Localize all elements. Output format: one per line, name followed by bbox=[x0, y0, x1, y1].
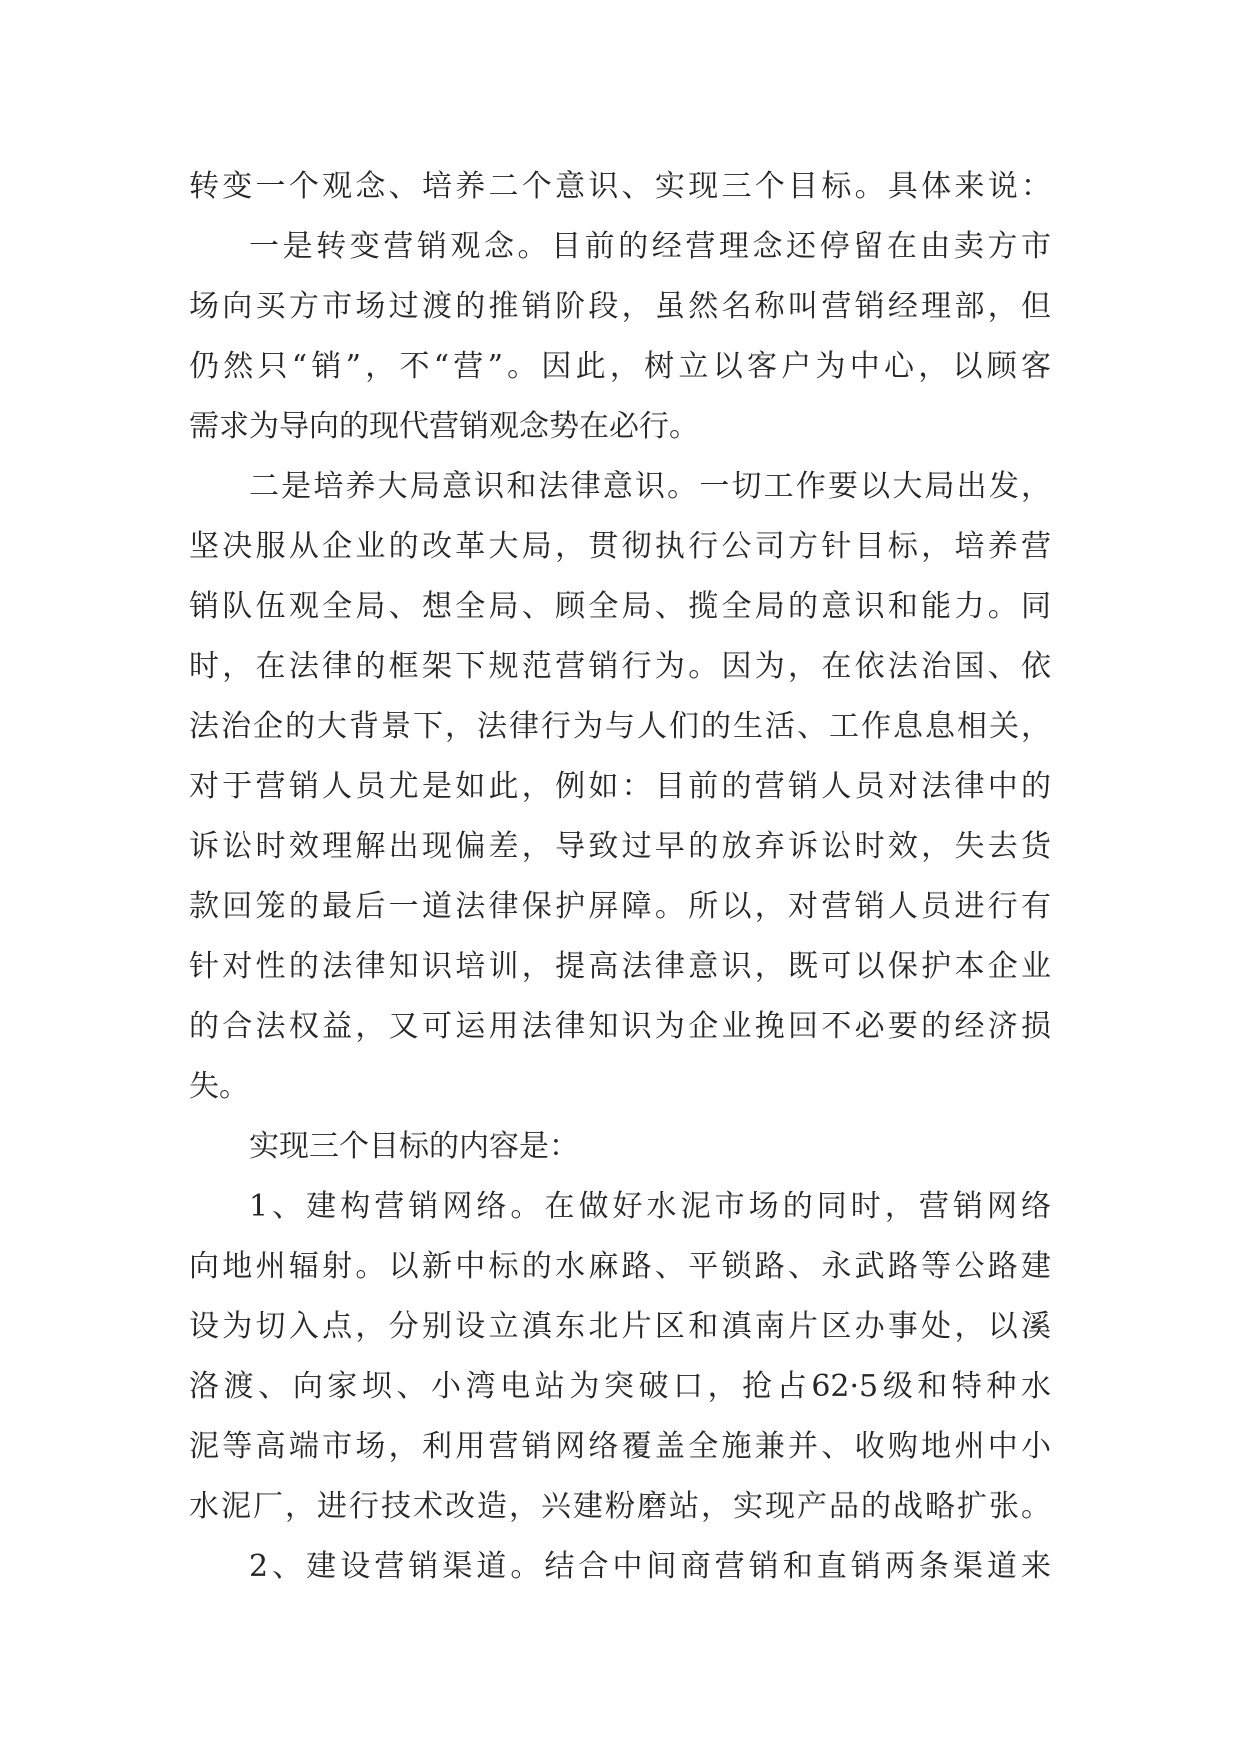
text-line: 法治企的大背景下，法律行为与人们的生活、工作息息相关， bbox=[189, 709, 1051, 744]
text-line: 坚决服从企业的改革大局，贯彻执行公司方针目标，培养营 bbox=[189, 529, 1051, 564]
text-line: 场向买方市场过渡的推销阶段，虽然名称叫营销经理部，但 bbox=[189, 289, 1051, 324]
text-line: 泥等高端市场，利用营销网络覆盖全施兼并、收购地州中小 bbox=[189, 1429, 1051, 1464]
text-line: 水泥厂，进行技术改造，兴建粉磨站，实现产品的战略扩张。 bbox=[189, 1489, 1051, 1524]
text-line: 实现三个目标的内容是： bbox=[249, 1129, 579, 1164]
text-line: 款回笼的最后一道法律保护屏障。所以，对营销人员进行有 bbox=[189, 889, 1051, 924]
text-line: 时，在法律的框架下规范营销行为。因为，在依法治国、依 bbox=[189, 649, 1051, 684]
text-line: 设为切入点，分别设立滇东北片区和滇南片区办事处，以溪 bbox=[189, 1309, 1051, 1344]
text-line: 仍然只“销”，不“营”。因此，树立以客户为中心，以顾客 bbox=[189, 349, 1051, 384]
text-line: 二是培养大局意识和法律意识。一切工作要以大局出发， bbox=[249, 469, 1051, 504]
text-line: 失。 bbox=[189, 1069, 249, 1104]
text-line: 针对性的法律知识培训，提高法律意识，既可以保护本企业 bbox=[189, 949, 1051, 984]
text-line: 转变一个观念、培养二个意识、实现三个目标。具体来说： bbox=[189, 169, 1051, 204]
text-line: 诉讼时效理解出现偏差，导致过早的放弃诉讼时效，失去货 bbox=[189, 829, 1051, 864]
text-line: 2、建设营销渠道。结合中间商营销和直销两条渠道来 bbox=[249, 1549, 1051, 1584]
text-line: 一是转变营销观念。目前的经营理念还停留在由卖方市 bbox=[249, 229, 1051, 264]
text-line: 向地州辐射。以新中标的水麻路、平锁路、永武路等公路建 bbox=[189, 1249, 1051, 1284]
text-line: 对于营销人员尤是如此，例如：目前的营销人员对法律中的 bbox=[189, 769, 1051, 804]
text-line: 销队伍观全局、想全局、顾全局、揽全局的意识和能力。同 bbox=[189, 589, 1051, 624]
text-line: 洛渡、向家坝、小湾电站为突破口，抢占62·5级和特种水 bbox=[189, 1369, 1051, 1404]
document-body bbox=[189, 157, 1051, 1597]
text-line: 需求为导向的现代营销观念势在必行。 bbox=[189, 409, 699, 444]
text-line: 的合法权益，又可运用法律知识为企业挽回不必要的经济损 bbox=[189, 1009, 1051, 1044]
text-line: 1、建构营销网络。在做好水泥市场的同时，营销网络 bbox=[249, 1189, 1051, 1224]
